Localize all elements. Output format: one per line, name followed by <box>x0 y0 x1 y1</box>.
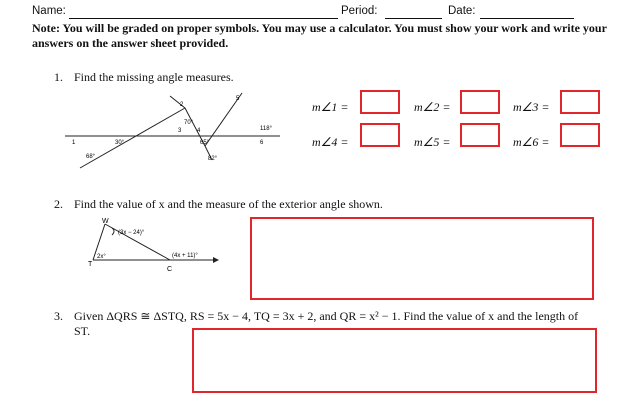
name-label: Name: <box>32 5 66 17</box>
angle-t-expression: 2x° <box>97 254 106 260</box>
angle-value-65: 65° <box>200 140 210 146</box>
vertex-w: W <box>102 218 109 225</box>
question-2-text: Find the value of x and the measure of the exterior angle shown. <box>74 197 383 211</box>
angle-w-expression: (3x − 24)° <box>118 230 145 236</box>
triangle-figure <box>88 214 220 282</box>
angle-number-2: 2 <box>180 102 184 108</box>
date-line[interactable] <box>480 18 574 19</box>
angle-number-1: 1 <box>72 140 76 146</box>
angle-2-answer-box[interactable] <box>460 90 500 114</box>
angle-value-68: 68° <box>86 154 96 160</box>
period-line[interactable] <box>385 18 442 19</box>
angle-5-label: m∠5 = <box>414 135 451 149</box>
question-3-text: Given ΔQRS ≅ ΔSTQ, RS = 5x − 4, TQ = 3x + 2, and QR = x² − 1. Find the value of x and the length of ST. <box>74 309 579 338</box>
question-2-number: 2. <box>54 197 63 211</box>
angle-5-answer-box[interactable] <box>460 123 500 147</box>
angle-number-6: 6 <box>260 140 264 146</box>
angle-2-label: m∠2 = <box>414 100 451 114</box>
question-3-number: 3. <box>54 309 63 323</box>
instructions-note: Note: You will be graded on proper symbols. You may use a calculator. You must show your work and write your answers on the answer sheet provided. <box>32 21 607 50</box>
angle-number-3: 3 <box>178 128 182 134</box>
angle-value-70: 70° <box>184 120 194 126</box>
period-label: Period: <box>341 5 378 17</box>
vertex-t: T <box>88 261 93 268</box>
exterior-angle-expression: (4x + 11)° <box>172 253 198 259</box>
angle-value-82: 82° <box>208 156 218 162</box>
angle-value-30: 30° <box>115 140 125 146</box>
angle-6-answer-box[interactable] <box>560 123 600 147</box>
angle-1-answer-box[interactable] <box>360 90 400 114</box>
name-line[interactable] <box>69 18 338 19</box>
vertex-c: C <box>167 266 173 273</box>
angle-number-5: 5 <box>236 96 240 102</box>
angle-4-answer-box[interactable] <box>360 123 400 147</box>
date-label: Date: <box>448 5 476 17</box>
question-2-answer-box[interactable] <box>250 217 594 300</box>
angle-3-label: m∠3 = <box>513 100 550 114</box>
question-3-answer-box[interactable] <box>192 328 597 393</box>
question-1-text: Find the missing angle measures. <box>74 70 234 84</box>
angle-1-label: m∠1 = <box>312 100 349 114</box>
angle-4-label: m∠4 = <box>312 135 349 149</box>
angle-number-4: 4 <box>197 128 201 134</box>
question-1-number: 1. <box>54 70 63 84</box>
angle-3-answer-box[interactable] <box>560 90 600 114</box>
angle-value-118: 118° <box>260 126 272 132</box>
angle-figure <box>60 88 300 184</box>
angle-6-label: m∠6 = <box>513 135 550 149</box>
